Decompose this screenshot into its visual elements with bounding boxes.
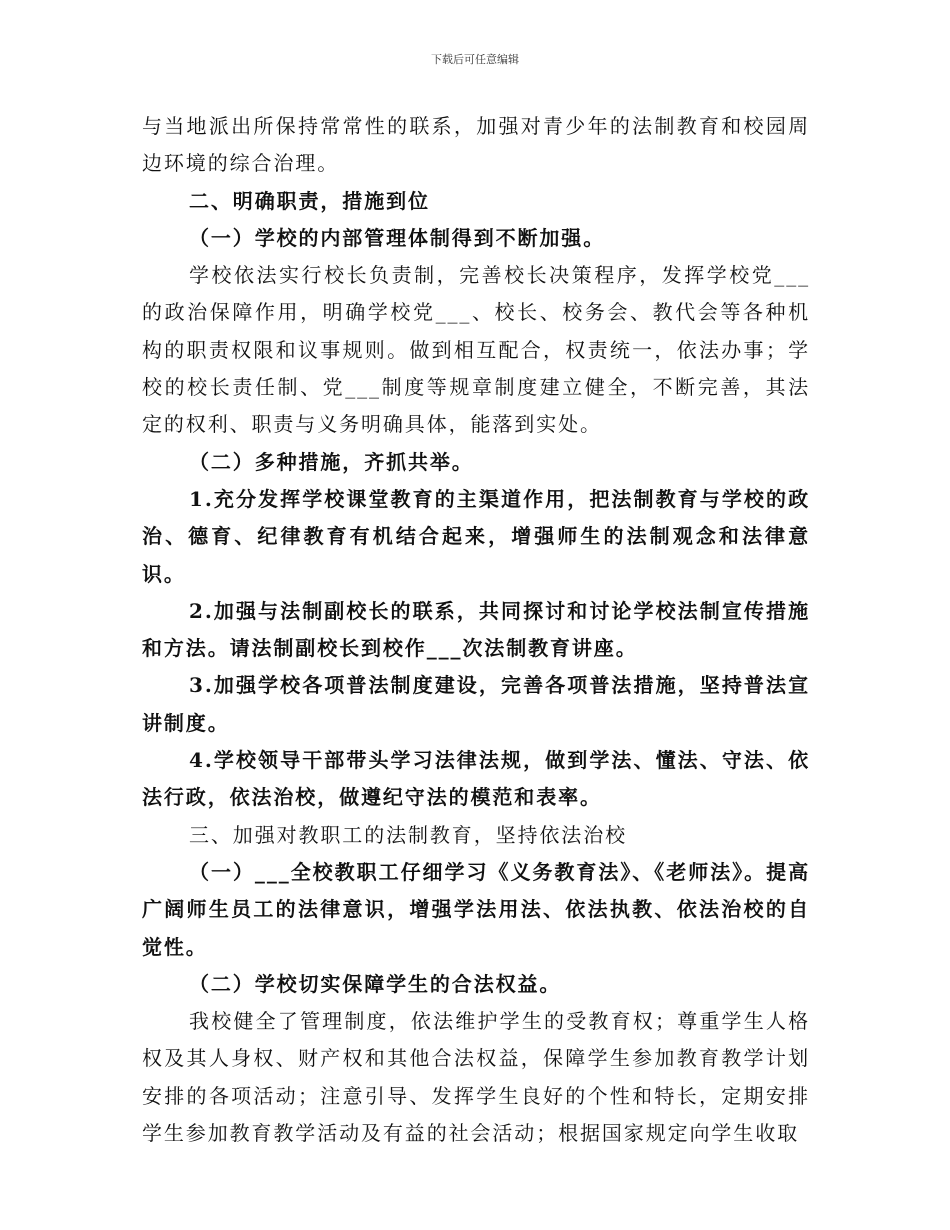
paragraph-continuation: 与当地派出所保持常常性的联系，加强对青少年的法制教育和校园周边环境的综合治理。 bbox=[142, 114, 810, 176]
paragraph-student-rights: 我校健全了管理制度，依法维护学生的受教育权；尊重学生人格权及其人身权、财产权和其他合法权益，保障学生参加教育教学计划安排的各项活动；注意引导、发挥学生良好的个性和特长，定期安排学生参加教育教学活动及有益的社会活动；根据国家规定向学生收取 bbox=[142, 1009, 810, 1146]
section-heading-2: 二、明确职责，措施到位 bbox=[189, 188, 430, 213]
list-item-2: 2.加强与法制副校长的联系，共同探讨和讨论学校法制宣传措施和方法。请法制副校长到校作___次法制教育讲座。 bbox=[142, 598, 810, 661]
page-header: 下载后可任意编辑 bbox=[431, 53, 519, 66]
subsection-heading-3-2: （二）学校切实保障学生的合法权益。 bbox=[189, 971, 562, 996]
document-body bbox=[142, 108, 810, 1152]
list-item-3: 3.加强学校各项普法制度建设，完善各项普法措施，坚持普法宣讲制度。 bbox=[142, 673, 810, 735]
subsection-heading-3-1: （一）___全校教职工仔细学习《义务教育法》、《老师法》。提高广阔师生员工的法律意识，增强学法用法、依法执教、依法治校的自觉性。 bbox=[142, 859, 810, 959]
subsection-heading-2-1: （一）学校的内部管理体制得到不断加强。 bbox=[189, 225, 606, 250]
subsection-heading-2-2: （二）多种措施，齐抓共举。 bbox=[189, 449, 474, 474]
section-heading-3: 三、加强对教职工的法制教育，坚持依法治校 bbox=[189, 822, 627, 847]
list-item-1: 1.充分发挥学校课堂教育的主渠道作用，把法制教育与学校的政治、德育、纪律教育有机结合起来，增强师生的法制观念和法律意识。 bbox=[142, 486, 810, 586]
paragraph-management: 学校依法实行校长负责制，完善校长决策程序，发挥学校党___的政治保障作用，明确学校党___、校长、校务会、教代会等各种机构的职责权限和议事规则。做到相互配合，权责统一，依法办事；学校的校长责任制、党___制度等规章制度建立健全，不断完善，其法定的权利、职责与义务明确具体，能落到实处。 bbox=[142, 263, 810, 437]
list-item-4: 4.学校领导干部带头学习法律法规，做到学法、懂法、守法、依法行政，依法治校，做遵纪守法的模范和表率。 bbox=[142, 748, 810, 810]
